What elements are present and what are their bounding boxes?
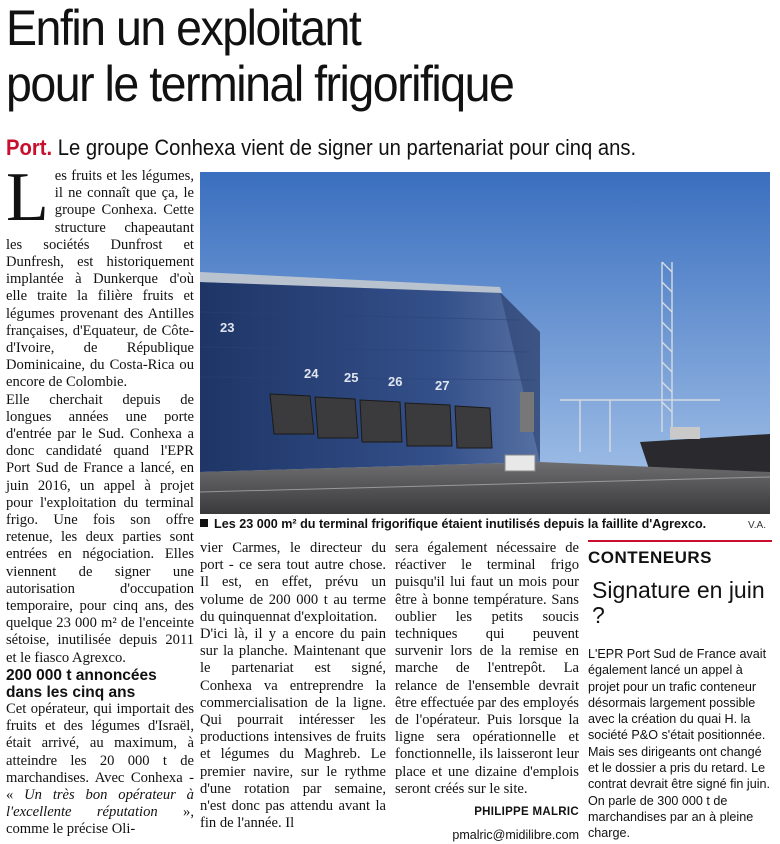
sidebar-box <box>588 540 772 842</box>
deck <box>6 134 714 162</box>
article-subhead: 200 000 t annoncées dans les cinq ans <box>6 666 157 701</box>
article-paragraph-1 <box>6 159 194 392</box>
article-column-1 <box>6 159 194 839</box>
article-paragraph-6: sera également nécessaire de réactiver le terminal frigo puisqu'il lui faut un mois pour être à bonne température. Sans oublier les petits soucis techniques qui peuvent survenir lors de la remise en marche de l'entrepôt. La relance de l'ensemble devrait être effectuée par des employés de l'opérateur. Puis lorsque la ligne sera opérationnelle et fonctionnelle, ils laisseront leur place et une dizaine d'emplois seront créés sur le site. <box>395 540 579 797</box>
photo-credit: V.A. <box>748 520 766 531</box>
byline: PHILIPPE MALRIC <box>474 806 579 819</box>
article-paragraph-3 <box>6 701 194 839</box>
door-number: 26 <box>388 374 403 389</box>
door-number: 24 <box>304 366 319 381</box>
headline-line-2: pour le terminal frigorifique <box>6 56 514 112</box>
terminal-photo <box>200 172 770 514</box>
door-number: 27 <box>435 378 450 393</box>
article-paragraph-2: Elle cherchait depuis de longues années une porte d'entrée par le Sud. Conhexa a donc candidaté quand l'EPR Port Sud de France a lancé, en juin 2016, un appel à projet pour l'exploitation du terminal frigo. Une fois son offre retenue, les deux parties sont entrées en négociation. Elles viennent de signer une autorisation d'occupation temporaire, pour cinq ans, des quelque 23 000 m² de l'enceinte sétoise, inutilisée depuis 2011 et le fiasco Agrexco. <box>6 391 194 666</box>
dropcap: L <box>6 159 49 236</box>
article-paragraph-3-text: Cet opérateur, qui importait des fruits et des légumes d'Israël, était arrivé, au maximum, à atteindre les 20 000 t de marchandises. Avec Conhexa - « <box>6 700 194 803</box>
sidebar-title: CONTENEURS <box>588 548 713 567</box>
sidebar-rule <box>588 540 772 542</box>
deck-text: Le groupe Conhexa vient de signer un partenariat pour cinq ans. <box>52 135 637 160</box>
headline <box>6 0 722 112</box>
article-quote: Un très bon opérateur à l'excellente réputation <box>6 786 194 821</box>
terminal-photo-image <box>200 172 770 514</box>
article-paragraph-5: D'ici là, il y a encore du pain sur la planche. Maintenant que le partenariat est signé, Conhexa va entreprendre la commercialisation de la ligne. Qui pourrait intéresser les productions intensives de fruits et légumes du Maghreb. Le premier navire, sur le rythme d'une rotation par semaine, n'est donc pas attendu avant la fin de l'année. Il <box>200 626 386 832</box>
article-column-2 <box>200 540 386 832</box>
deck-kicker: Port. <box>6 135 53 160</box>
caption-bullet <box>200 519 208 527</box>
door-number: 23 <box>220 320 235 335</box>
sidebar-headline: Signature en juin ? <box>592 577 765 628</box>
sidebar-body: L'EPR Port Sud de France avait également lancé un appel à projet pour un trafic conteneur désormais largement possible avec la création du quai H. la société P&O s'était positionnée. Mais ses dirigeants ont changé et le dossier a pris du retard. Le contrat devrait être signé fin juin. On parle de 300 000 t de marchandises par an à pleine charge. <box>588 647 771 841</box>
article-paragraph-1-text: es fruits et les légumes, il ne connaît que ça, le groupe Conhexa. Cette structure chapeautant les sociétés Dunfrost et Dunfresh, est historiquement implantée à Dunkerque d'où elle traite la filière fruits et légumes provenant des Antilles françaises, d'Equateur, de Côte-d'Ivoire, de République Dominicaine, du Costa-Rica ou encore de Colombie. <box>6 168 194 391</box>
door-number: 25 <box>344 370 359 385</box>
headline-line-1: Enfin un exploitant <box>6 0 361 56</box>
article-column-3 <box>395 540 579 844</box>
article-paragraph-4: vier Carmes, le directeur du port - ce sera tout autre chose. Il est, en effet, prévu un volume de 200 000 t au terme du quinquennat d'exploitation. <box>200 540 386 625</box>
article-paragraph-3-end: », comme le précise Oli- <box>6 804 194 838</box>
caption-text: Les 23 000 m² du terminal frigorifique étaient inutilisés depuis la faillite d'Agrexco. <box>214 517 707 531</box>
author-email[interactable]: pmalric@midilibre.com <box>452 828 579 843</box>
photo-caption <box>200 516 770 532</box>
